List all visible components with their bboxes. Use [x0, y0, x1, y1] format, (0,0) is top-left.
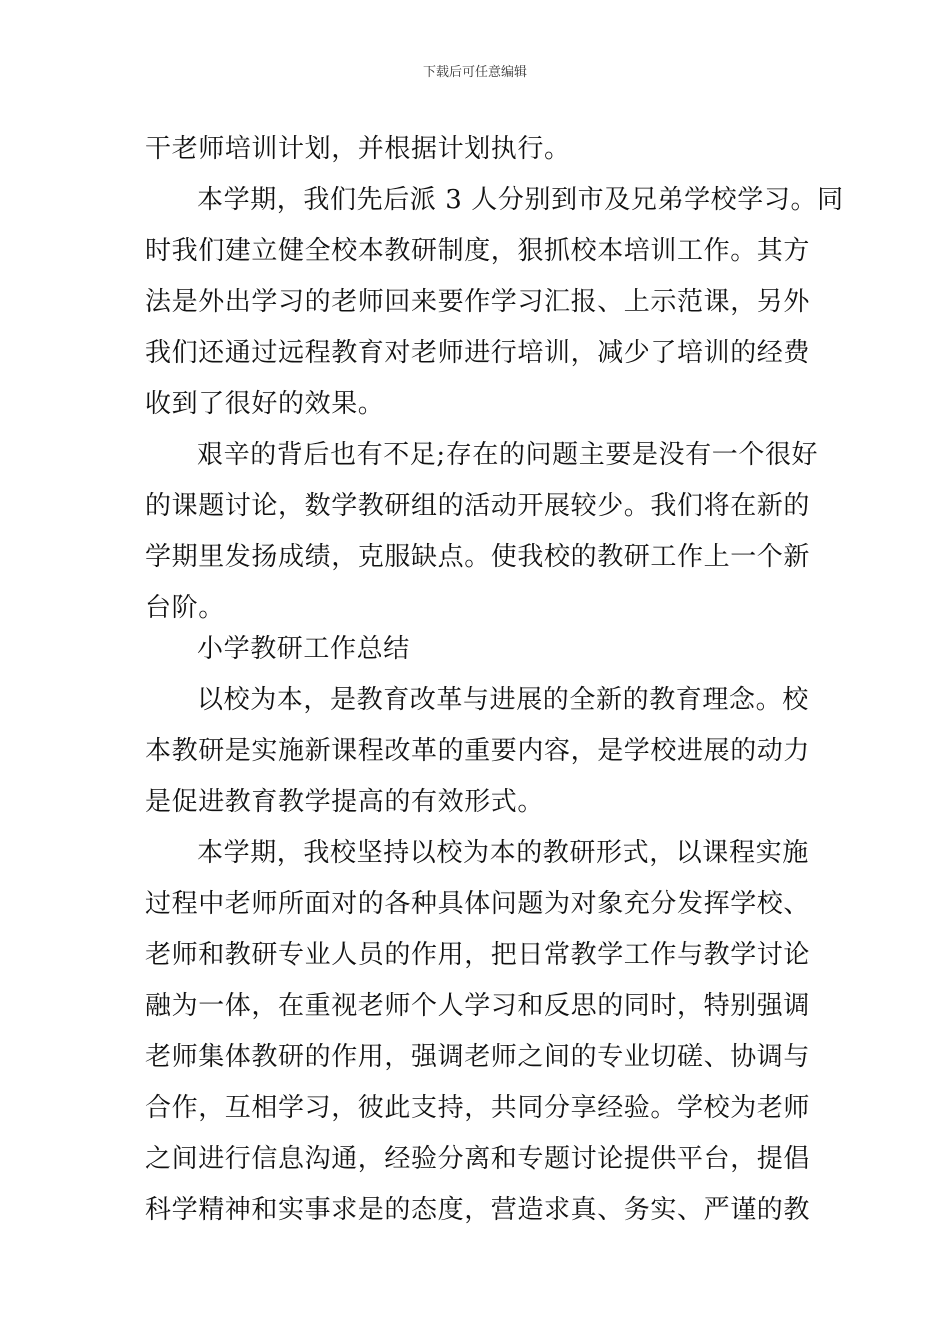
- text-line: 是促进教育教学提高的有效形式。: [145, 787, 545, 817]
- text-line: 我们还通过远程教育对老师进行培训，减少了培训的经费: [145, 338, 811, 368]
- text-line: 融为一体，在重视老师个人学习和反思的同时，特别强调: [145, 991, 811, 1021]
- page-header: 下载后可任意编辑: [422, 65, 527, 80]
- text-line: 合作，互相学习，彼此支持，共同分享经验。学校为老师: [145, 1093, 811, 1123]
- text-line: 老师和教研专业人员的作用，把日常教学工作与教学讨论: [145, 940, 811, 970]
- text-line: 法是外出学习的老师回来要作学习汇报、上示范课，另外: [145, 287, 811, 317]
- text-line: 台阶。: [145, 593, 225, 623]
- text-line: 学期里发扬成绩，克服缺点。使我校的教研工作上一个新: [145, 542, 811, 572]
- text-line: 老师集体教研的作用，强调老师之间的专业切磋、协调与: [145, 1042, 811, 1072]
- paragraph-start: 以校为本，是教育改革与进展的全新的教育理念。校: [197, 685, 809, 715]
- paragraph-start: 本学期，我校坚持以校为本的教研形式，以课程实施: [197, 838, 809, 868]
- text-line: 过程中老师所面对的各种具体问题为对象充分发挥学校、: [145, 889, 811, 919]
- section-title: 小学教研工作总结: [197, 634, 410, 664]
- text-line: 收到了很好的效果。: [145, 389, 385, 419]
- text-line: 干老师培训计划，并根据计划执行。: [145, 134, 571, 164]
- text-line: 之间进行信息沟通，经验分离和专题讨论提供平台，提倡: [145, 1144, 811, 1174]
- text-line: 的课题讨论，数学教研组的活动开展较少。我们将在新的: [145, 491, 811, 521]
- paragraph-start: 本学期，我们先后派 3 人分别到市及兄弟学校学习。同: [197, 185, 844, 215]
- paragraph-start: 艰辛的背后也有不足;存在的问题主要是没有一个很好: [197, 440, 819, 470]
- text-line: 本教研是实施新课程改革的重要内容，是学校进展的动力: [145, 736, 811, 766]
- text-line: 科学精神和实事求是的态度，营造求真、务实、严谨的教: [145, 1195, 811, 1225]
- text-line: 时我们建立健全校本教研制度，狠抓校本培训工作。其方: [145, 236, 811, 266]
